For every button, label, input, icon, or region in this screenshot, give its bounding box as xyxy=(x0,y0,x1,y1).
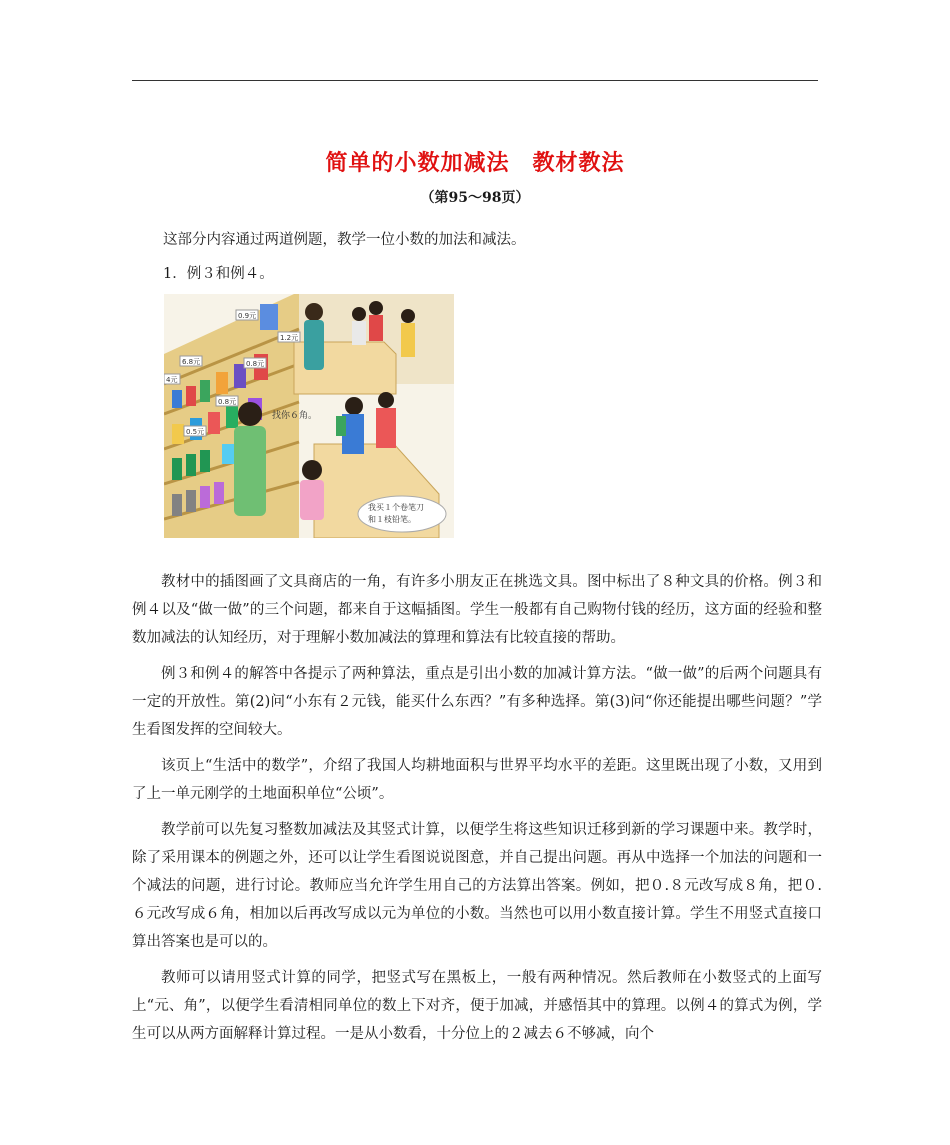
item-1-heading: 1．例３和例４。 xyxy=(163,266,274,282)
stationery-shop-illustration xyxy=(164,294,454,538)
girl-speech-bubble xyxy=(358,496,446,532)
shop-clerk-back xyxy=(304,303,324,370)
intro-text: 这部分内容通过两道例题，教学一位小数的加法和减法。 xyxy=(163,232,526,248)
paragraph: 教材中的插图画了文具商店的一角，有许多小朋友正在挑选文具。图中标出了８种文具的价格。例３和例４以及“做一做”的三个问题，都来自于这幅插图。学生一般都有自己购物付钱的经历，这方面的经验和整数加减法的认知经历，对于理解小数加减法的算理和算法有比较直接的帮助。 xyxy=(132,574,822,646)
girl-customer xyxy=(300,460,324,520)
price-tag: 4元 xyxy=(166,376,178,384)
paragraph: 该页上“生活中的数学”，介绍了我国人均耕地面积与世界平均水平的差距。这里既出现了小数，又用到了上一单元刚学的土地面积单位“公顷”。 xyxy=(132,758,822,802)
body-text xyxy=(132,568,822,1056)
document-title: 简单的小数加减法 教材教法 xyxy=(325,150,625,176)
girl-speech-line-1: 我买１个卷笔刀 xyxy=(368,503,424,512)
price-tag: 0.8元 xyxy=(246,360,265,368)
paragraph: 教学前可以先复习整数加减法及其竖式计算，以便学生将这些知识迁移到新的学习课题中来。教学时，除了采用课本的例题之外，还可以让学生看图说说图意，并自己提出问题。再从中选择一个加法的问题和一个减法的问题，进行讨论。教师应当允许学生用自己的方法算出答案。例如，把０.８元改写成８角，把０.６元改写成６角，相加以后再改写成以元为单位的小数。当然也可以用小数直接计算。学生不用竖式直接口算出答案也是可以的。 xyxy=(132,822,822,950)
clerk-speech: 找你６角。 xyxy=(272,411,318,421)
girl-speech-line-2: 和１枝铅笔。 xyxy=(368,515,416,524)
header-rule xyxy=(132,80,818,81)
price-tag: 0.9元 xyxy=(238,312,257,320)
price-tag: 0.8元 xyxy=(218,398,237,406)
price-tag: 0.5元 xyxy=(186,428,205,436)
price-tag: 6.8元 xyxy=(182,358,201,366)
paragraph: 例３和例４的解答中各提示了两种算法，重点是引出小数的加减计算方法。“做一做”的后两个问题具有一定的开放性。第(2)问“小东有２元钱，能买什么东西？”有多种选择。第(3)问“你还能提出哪些问题？”学生看图发挥的空间较大。 xyxy=(132,666,822,738)
price-tag: 1.2元 xyxy=(280,334,299,342)
paragraph: 教师可以请用竖式计算的同学，把竖式写在黑板上，一般有两种情况。然后教师在小数竖式的上面写上“元、角”，以便学生看清相同单位的数上下对齐，便于加减，并感悟其中的算理。以例４的算式为例，学生可以从两方面解释计算过程。一是从小数看，十分位上的２减去６不够减，向个 xyxy=(132,970,822,1042)
page-range: （第95～98页） xyxy=(420,190,530,206)
